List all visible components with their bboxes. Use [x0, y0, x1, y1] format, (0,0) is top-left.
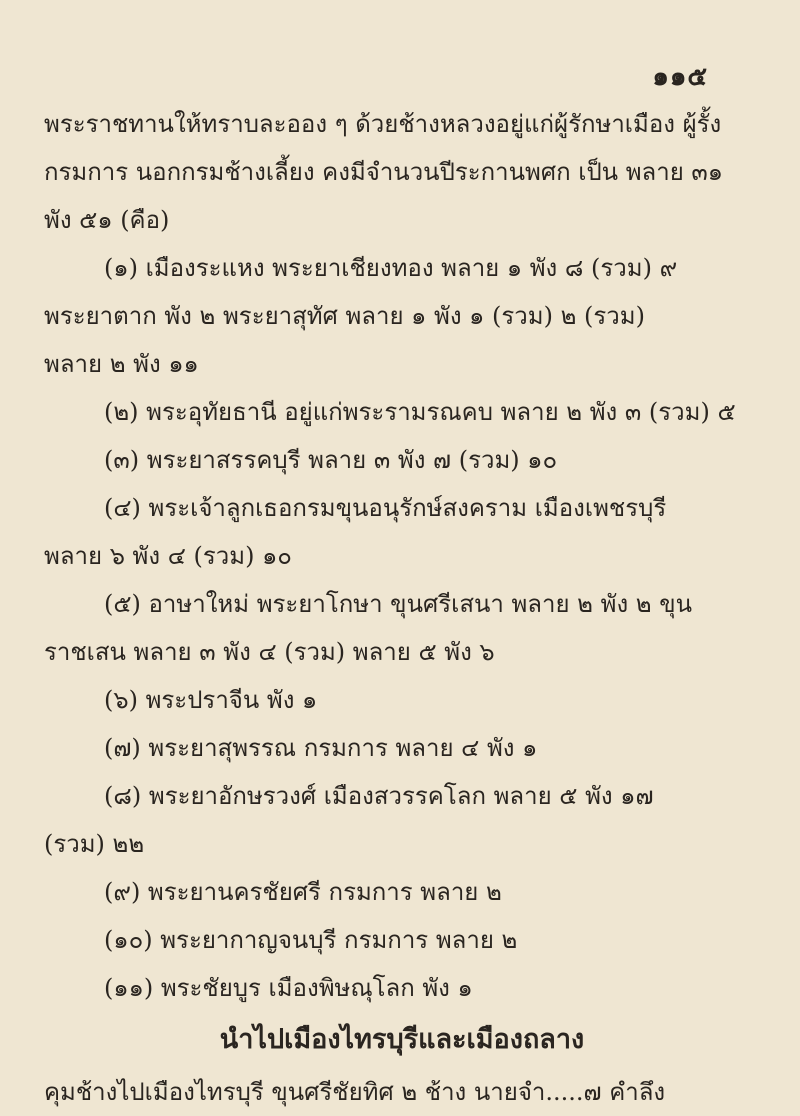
text-line: (๑๑) พระชัยบูร เมืองพิษณุโลก พัง ๑ — [104, 974, 473, 1002]
text-line: พลาย ๖ พัง ๔ (รวม) ๑๐ — [44, 542, 292, 570]
text-line: (๔) พระเจ้าลูกเธอกรมขุนอนุรักษ์สงคราม เมืองเพชรบุรี — [104, 494, 667, 522]
text-line: พลาย ๒ พัง ๑๑ — [44, 350, 199, 378]
text-line: (๓) พระยาสรรคบุรี พลาย ๓ พัง ๗ (รวม) ๑๐ — [104, 446, 558, 474]
paragraph-lines — [44, 100, 760, 1012]
text-line: (๒) พระอุทัยธานี อยู่แก่พระรามรณคบ พลาย ๒ พัง ๓ (รวม) ๕ — [104, 398, 736, 426]
text-line: พระยาตาก พัง ๒ พระยาสุทัศ พลาย ๑ พัง ๑ (รวม) ๒ (รวม) — [44, 302, 645, 330]
text-line: (๗) พระยาสุพรรณ กรมการ พลาย ๔ พัง ๑ — [104, 734, 538, 762]
section-heading: นำไปเมืองไทรบุรีและเมืองถลาง — [219, 1024, 585, 1055]
text-line: (๘) พระยาอักษรวงศ์ เมืองสวรรคโลก พลาย ๕ พัง ๑๗ — [104, 782, 654, 810]
text-line: (๑) เมืองระแหง พระยาเชียงทอง พลาย ๑ พัง ๘ (รวม) ๙ — [104, 254, 678, 282]
final-line: คุมช้างไปเมืองไทรบุรี ขุนศรีชัยทิศ ๒ ช้าง นายจำ.....๗ คำลึง — [44, 1078, 666, 1106]
text-line: กรมการ นอกกรมช้างเลี้ยง คงมีจำนวนปีระกานพศก เป็น พลาย ๓๑ — [44, 158, 724, 186]
text-line: ราชเสน พลาย ๓ พัง ๔ (รวม) พลาย ๕ พัง ๖ — [44, 638, 495, 666]
text-line: (รวม) ๒๒ — [44, 830, 145, 858]
text-line: (๖) พระปราจีน พัง ๑ — [104, 686, 318, 714]
text-line: พระราชทานให้ทราบละออง ๆ ด้วยช้างหลวงอยู่แก่ผู้รักษาเมือง ผู้รั้ง — [44, 110, 722, 138]
page-number: ๑๑๕ — [652, 62, 708, 92]
body-text — [44, 100, 760, 1116]
text-line: (๙) พระยานครชัยศรี กรมการ พลาย ๒ — [104, 878, 502, 906]
text-line: พัง ๕๑ (คือ) — [44, 206, 170, 234]
text-line: (๕) อาษาใหม่ พระยาโกษา ขุนศรีเสนา พลาย ๒ พัง ๒ ขุน — [104, 590, 693, 618]
text-line: (๑๐) พระยากาญจนบุรี กรมการ พลาย ๒ — [104, 926, 518, 954]
